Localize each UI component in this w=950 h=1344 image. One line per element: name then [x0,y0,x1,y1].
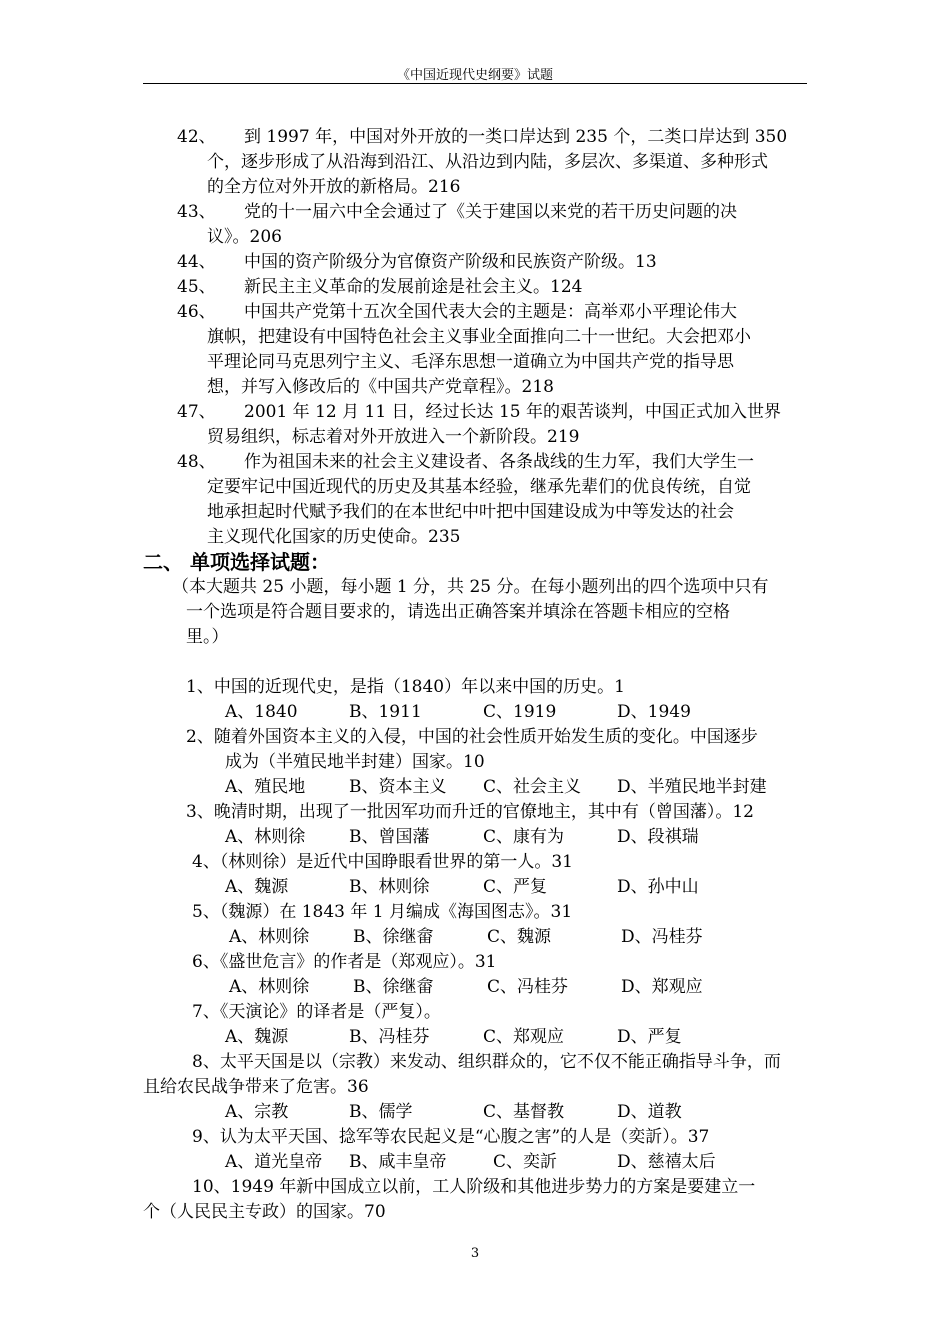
item-text-line: 的全方位对外开放的新格局。216 [207,177,461,197]
item-number: 44、 [177,252,216,272]
option-a: A、魏源 [225,1027,289,1047]
option-d: D、严复 [617,1027,682,1047]
item-text-line: 定要牢记中国近现代的历史及其基本经验，继承先辈们的优良传统，自觉 [207,477,751,497]
option-c: C、冯桂芬 [487,977,569,997]
option-d: D、1949 [617,702,691,722]
option-a: A、殖民地 [225,777,306,797]
option-a: A、林则徐 [229,927,310,947]
item-text-line: 作为祖国未来的社会主义建设者、各条战线的生力军，我们大学生一 [244,452,754,472]
question-text: 成为（半殖民地半封建）国家。10 [225,752,485,772]
item-text-line: 个，逐步形成了从沿海到沿江、从沿边到内陆，多层次、多渠道、多种形式 [207,152,768,172]
option-b: B、徐继畲 [353,927,434,947]
question-text: 1、中国的近现代史，是指（1840）年以来中国的历史。1 [186,677,625,697]
question-text: 10、1949 年新中国成立以前，工人阶级和其他进步势力的方案是要建立一 [192,1177,756,1197]
option-d: D、冯桂芬 [621,927,703,947]
item-text-line: 2001 年 12 月 11 日，经过长达 15 年的艰苦谈判，中国正式加入世界 [244,402,781,422]
option-a: A、道光皇帝 [225,1152,323,1172]
question-text: 2、随着外国资本主义的入侵，中国的社会性质开始发生质的变化。中国逐步 [186,727,758,747]
option-c: C、康有为 [483,827,565,847]
item-text-line: 主义现代化国家的历史使命。235 [207,527,461,547]
item-text-line: 中国共产党第十五次全国代表大会的主题是：高举邓小平理论伟大 [244,302,737,322]
item-number: 48、 [177,452,216,472]
option-c: C、严复 [483,877,548,897]
item-text-line: 议》。206 [207,227,282,247]
item-number: 47、 [177,402,216,422]
item-text-line: 新民主主义革命的发展前途是社会主义。124 [244,277,583,297]
option-d: D、郑观应 [621,977,703,997]
question-text: 且给农民战争带来了危害。36 [143,1077,369,1097]
option-b: B、徐继畲 [353,977,434,997]
option-c: C、社会主义 [483,777,582,797]
option-d: D、孙中山 [617,877,699,897]
section-title: 二、 单项选择试题： [143,550,330,574]
question-text: 6、《盛世危言》的作者是（郑观应）。31 [192,952,497,972]
option-c: C、1919 [483,702,557,722]
question-text: 4、（林则徐）是近代中国睁眼看世界的第一人。31 [192,852,573,872]
item-text-line: 党的十一届六中全会通过了《关于建国以来党的若干历史问题的决 [244,202,737,222]
option-d: D、半殖民地半封建 [617,777,767,797]
item-text-line: 旗帜，把建设有中国特色社会主义事业全面推向二十一世纪。大会把邓小 [207,327,751,347]
option-b: B、儒学 [349,1102,413,1122]
question-text: 8、太平天国是以（宗教）来发动、组织群众的，它不仅不能正确指导斗争，而 [192,1052,781,1072]
section-intro-line: （本大题共 25 小题，每小题 1 分，共 25 分。在每小题列出的四个选项中只有 [172,577,769,597]
item-text-line: 平理论同马克思列宁主义、毛泽东思想一道确立为中国共产党的指导思 [207,352,734,372]
item-text-line: 到 1997 年，中国对外开放的一类口岸达到 235 个，二类口岸达到 350 [244,127,788,147]
question-text: 7、《天演论》的译者是（严复）。 [192,1002,441,1022]
option-a: A、宗教 [225,1102,289,1122]
item-text-line: 地承担起时代赋予我们的在本世纪中叶把中国建设成为中等发达的社会 [207,502,734,522]
section-intro-line: 一个选项是符合题目要求的，请选出正确答案并填涂在答题卡相应的空格 [186,602,730,622]
option-b: B、1911 [349,702,422,722]
section-intro-line: 里。） [186,627,229,647]
item-text-line: 贸易组织，标志着对外开放进入一个新阶段。219 [207,427,580,447]
option-c: C、奕訢 [493,1152,558,1172]
question-text: 3、晚清时期，出现了一批因军功而升迁的官僚地主，其中有（曾国藩）。12 [186,802,754,822]
option-d: D、慈禧太后 [617,1152,716,1172]
option-c: C、基督教 [483,1102,565,1122]
item-number: 45、 [177,277,216,297]
option-b: B、曾国藩 [349,827,430,847]
item-text-line: 想，并写入修改后的《中国共产党章程》。218 [207,377,554,397]
question-text: 5、（魏源）在 1843 年 1 月编成《海国图志》。31 [192,902,573,922]
option-b: B、资本主义 [349,777,447,797]
item-number: 46、 [177,302,216,322]
item-text-line: 中国的资产阶级分为官僚资产阶级和民族资产阶级。13 [244,252,657,272]
option-b: B、咸丰皇帝 [349,1152,447,1172]
option-a: A、1840 [225,702,298,722]
option-c: C、郑观应 [483,1027,565,1047]
item-number: 42、 [177,127,216,147]
header-rule [143,83,807,84]
question-text: 个（人民民主专政）的国家。70 [143,1202,386,1222]
option-a: A、林则徐 [225,827,306,847]
question-text: 9、认为太平天国、捻军等农民起义是“心腹之害”的人是（奕訢）。37 [192,1127,710,1147]
option-d: D、段祺瑞 [617,827,699,847]
option-b: B、冯桂芬 [349,1027,430,1047]
option-a: A、魏源 [225,877,289,897]
page-number: 3 [470,1246,480,1261]
option-b: B、林则徐 [349,877,430,897]
item-number: 43、 [177,202,216,222]
page-header: 《中国近现代史纲要》试题 [396,68,553,83]
option-c: C、魏源 [487,927,552,947]
option-a: A、林则徐 [229,977,310,997]
option-d: D、道教 [617,1102,682,1122]
